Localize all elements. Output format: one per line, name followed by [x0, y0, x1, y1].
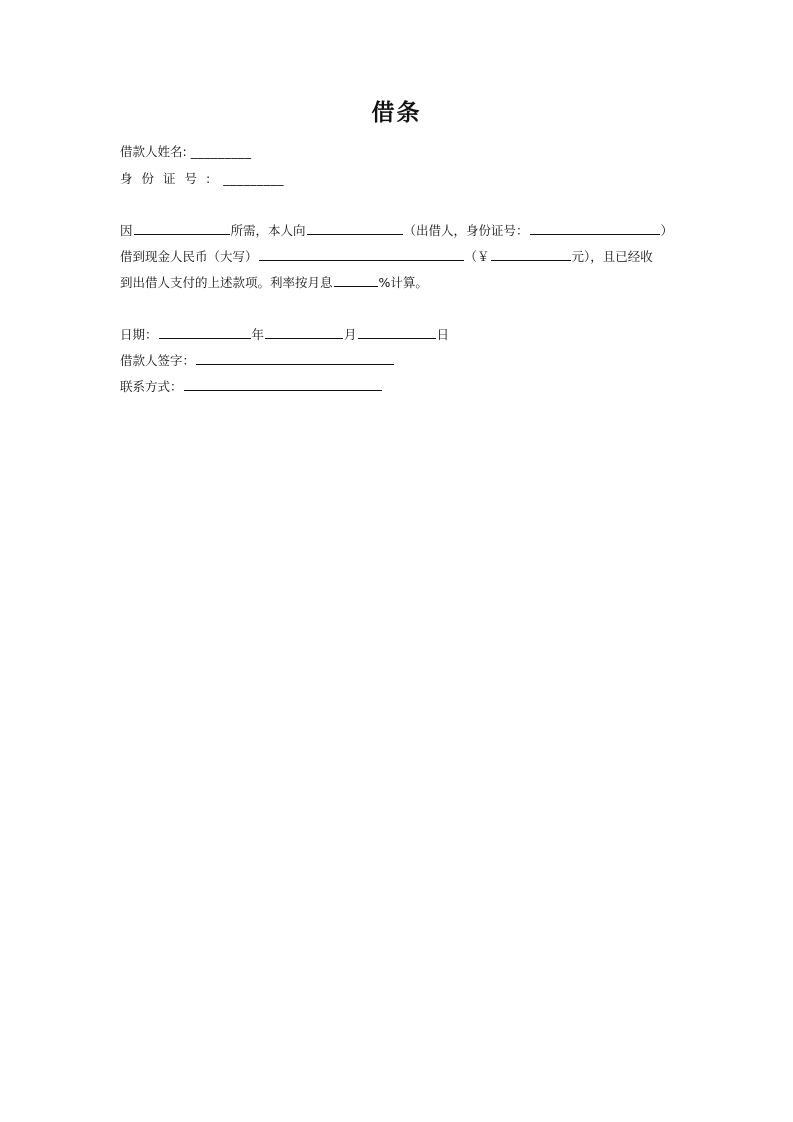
p1-text-1: 因 — [120, 223, 133, 238]
amount-figures-blank[interactable] — [491, 247, 571, 261]
p3-text-2: %计算。 — [378, 275, 428, 290]
document-title: 借条 — [371, 99, 422, 126]
p2-text-1: 借到现金人民币（大写） — [120, 249, 258, 264]
month-blank[interactable] — [265, 325, 343, 339]
amount-words-blank[interactable] — [259, 247, 464, 261]
signature-line — [120, 351, 395, 369]
date-label: 日期： — [120, 327, 158, 342]
borrower-name-label: 借款人姓名: — [120, 144, 187, 159]
id-number-line — [120, 170, 284, 188]
paragraph-line-3 — [120, 273, 428, 291]
year-label: 年 — [251, 327, 265, 342]
paragraph-line-2 — [120, 247, 653, 265]
p1-text-4: ） — [660, 223, 674, 238]
date-line — [120, 325, 449, 343]
p2-text-2: （￥ — [464, 249, 490, 264]
month-label: 月 — [344, 327, 357, 342]
id-number-label: 身份证号: — [120, 171, 220, 186]
contact-blank[interactable] — [184, 377, 382, 391]
paragraph-line-1 — [120, 221, 673, 239]
p3-text-1: 到出借人支付的上述款项。利率按月息 — [120, 275, 333, 290]
interest-rate-blank[interactable] — [334, 273, 378, 287]
lender-id-blank[interactable] — [530, 221, 660, 235]
borrower-name-blank[interactable]: _________ — [190, 144, 252, 159]
contact-label: 联系方式： — [120, 379, 183, 394]
purpose-blank[interactable] — [134, 221, 230, 235]
day-blank[interactable] — [358, 325, 436, 339]
signature-label: 借款人签字： — [120, 353, 196, 368]
signature-blank[interactable] — [196, 351, 394, 365]
p1-text-2: 所需，本人向 — [230, 223, 306, 238]
id-number-blank[interactable]: _________ — [223, 171, 284, 186]
lender-name-blank[interactable] — [307, 221, 403, 235]
p2-text-3: 元），且已经收 — [571, 249, 653, 264]
day-label: 日 — [436, 327, 450, 342]
year-blank[interactable] — [159, 325, 251, 339]
contact-line — [120, 377, 383, 395]
p1-text-3: （出借人，身份证号： — [403, 223, 529, 238]
borrower-name-line — [120, 143, 251, 161]
